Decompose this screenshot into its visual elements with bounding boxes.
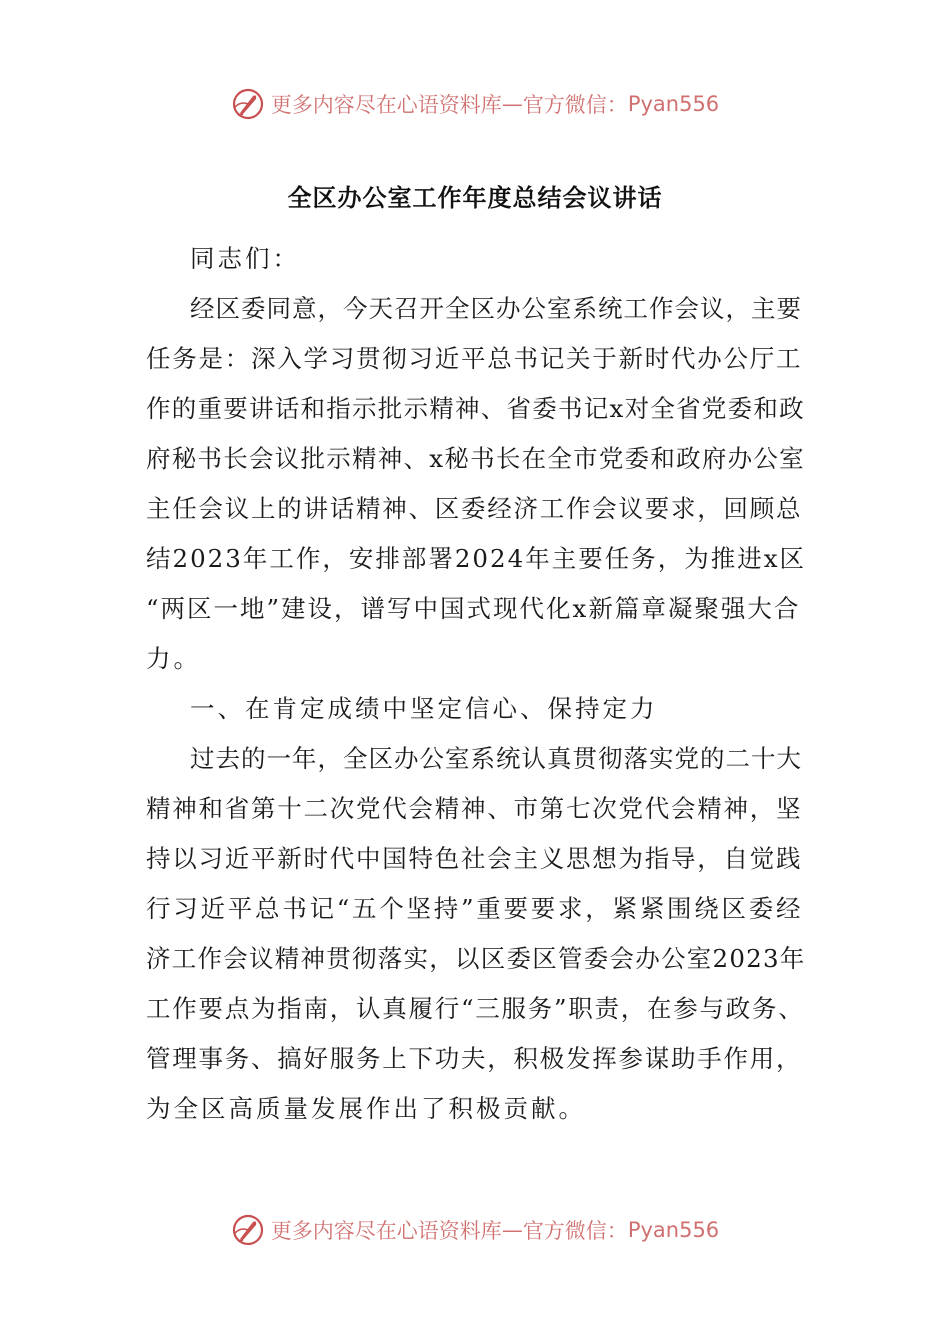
text-line: 济工作会议精神贯彻落实，以区委区管委会办公室2023年 — [146, 944, 806, 973]
banner-site-text: 更多内容尽在心语资料库 — [270, 93, 502, 117]
banner-wechat-label: 官方微信： — [522, 1219, 628, 1243]
paragraph-intro — [146, 284, 806, 684]
paragraph-salutation — [146, 234, 806, 284]
banner-wechat-label: 官方微信： — [522, 93, 628, 117]
header-watermark-banner — [0, 84, 950, 124]
text-line: 经区委同意，今天召开全区办公室系统工作会议，主要 — [190, 294, 802, 323]
document-title: 全区办公室工作年度总结会议讲话 — [287, 183, 663, 212]
text-line: 同志们： — [190, 244, 300, 273]
text-line: 工作要点为指南，认真履行“三服务”职责，在参与政务、 — [146, 994, 805, 1023]
text-line: 力。 — [146, 644, 201, 673]
pen-quill-logo-icon — [231, 1213, 265, 1247]
text-line: 行习近平总书记“五个坚持”重要要求，紧紧围绕区委经 — [146, 894, 804, 923]
text-line: 主任会议上的讲话精神、区委经济工作会议要求，回顾总 — [146, 494, 803, 523]
banner-separator: — — [501, 1218, 523, 1242]
text-line: 精神和省第十二次党代会精神、市第七次党代会精神，坚 — [146, 794, 803, 823]
text-line: 一、在肯定成绩中坚定信心、保持定力 — [190, 694, 658, 723]
paragraph-review — [146, 734, 806, 1134]
banner-wechat-id: Pyan556 — [627, 92, 720, 116]
text-line: 结2023年工作，安排部署2024年主要任务，为推进x区 — [146, 544, 807, 573]
text-line: 为全区高质量发展作出了积极贡献。 — [146, 1094, 586, 1123]
text-line: 府秘书长会议批示精神、x秘书长在全市党委和政府办公室 — [146, 444, 805, 473]
text-line: 任务是：深入学习贯彻习近平总书记关于新时代办公厅工 — [146, 344, 803, 373]
section-heading — [146, 684, 806, 734]
banner-wechat-id: Pyan556 — [627, 1218, 720, 1242]
text-line: “两区一地”建设，谱写中国式现代化x新篇章凝聚强大合 — [146, 594, 801, 623]
banner-separator: — — [501, 92, 523, 116]
banner-site-text: 更多内容尽在心语资料库 — [270, 1219, 502, 1243]
text-line: 过去的一年，全区办公室系统认真贯彻落实党的二十大 — [190, 744, 802, 773]
text-line: 持以习近平新时代中国特色社会主义思想为指导，自觉践 — [146, 844, 803, 873]
document-body — [146, 234, 806, 1134]
pen-quill-logo-icon — [231, 87, 265, 121]
footer-watermark-banner — [0, 1210, 950, 1250]
text-line: 管理事务、搞好服务上下功夫，积极发挥参谋助手作用， — [146, 1044, 803, 1073]
text-line: 作的重要讲话和指示批示精神、省委书记x对全省党委和政 — [146, 394, 805, 423]
